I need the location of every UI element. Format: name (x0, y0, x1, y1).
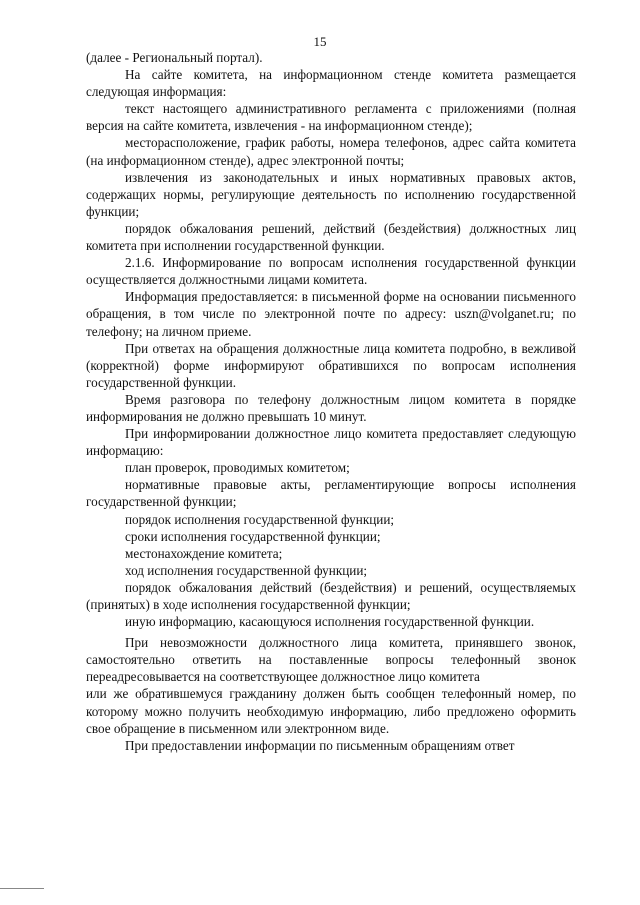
paragraph: месторасположение, график работы, номера телефонов, адрес сайта комитета (на информационном стенде), адрес электронной почты; (86, 135, 576, 168)
paragraph: местонахождение комитета; (125, 545, 283, 561)
paragraph: При невозможности должностного лица комитета, принявшего звонок, самостоятельно ответить на поставленные вопросы телефонный звонок переадресовывается на соответствующее должностное лицо комитета (86, 635, 576, 685)
paragraph: текст настоящего административного регламента с приложениями (полная версия на сайте комитета, извлечения - на информационном стенде); (86, 101, 576, 134)
paragraph: Информация предоставляется: в письменной форме на основании письменного обращения, в том числе по электронной почте по адресу: uszn@volganet.ru; по телефону; на личном приеме. (86, 289, 576, 339)
paragraph: иную информацию, касающуюся исполнения государственной функции. (125, 614, 535, 630)
paragraph: извлечения из законодательных и иных нормативных правовых актов, содержащих нормы, регулирующие деятельность по исполнению государственной функции; (86, 169, 576, 219)
paragraph: или же обратившемуся гражданину должен быть сообщен телефонный номер, по которому можно получить необходимую информацию, либо предложено оформить свое обращение в письменном или электронном виде. (86, 686, 576, 736)
paragraph: На сайте комитета, на информационном стенде комитета размещается следующая информация: (86, 67, 576, 100)
paragraph: сроки исполнения государственной функции; (125, 528, 381, 544)
footer-rule (0, 888, 44, 889)
paragraph: (далее - Региональный портал). (86, 50, 263, 65)
paragraph: ход исполнения государственной функции; (125, 562, 368, 578)
paragraph: порядок исполнения государственной функции; (125, 511, 395, 527)
paragraph: Время разговора по телефону должностным лицом комитета в порядке информирования не должно превышать 10 минут. (86, 391, 576, 424)
paragraph: нормативные правовые акты, регламентирующие вопросы исполнения государственной функции; (86, 477, 576, 510)
paragraph: При предоставлении информации по письменным обращениям ответ (125, 737, 515, 753)
paragraph: порядок обжалования решений, действий (бездействия) должностных лиц комитета при исполнении государственной функции. (86, 220, 576, 254)
paragraph: 2.1.6. Информирование по вопросам исполнения государственной функции осуществляется должностными лицами комитета. (86, 255, 576, 288)
paragraph: При ответах на обращения должностные лица комитета подробно, в вежливой (корректной) форме информируют обратившихся по вопросам исполнения государственной функции. (86, 340, 576, 390)
page-number: 15 (313, 34, 327, 49)
document-body (86, 49, 576, 754)
paragraph: план проверок, проводимых комитетом; (125, 460, 350, 476)
paragraph: порядок обжалования действий (бездействия) и решений, осуществляемых (принятых) в ходе исполнения государственной функции; (86, 579, 576, 612)
paragraph: При информировании должностное лицо комитета предоставляет следующую информацию: (86, 426, 576, 459)
